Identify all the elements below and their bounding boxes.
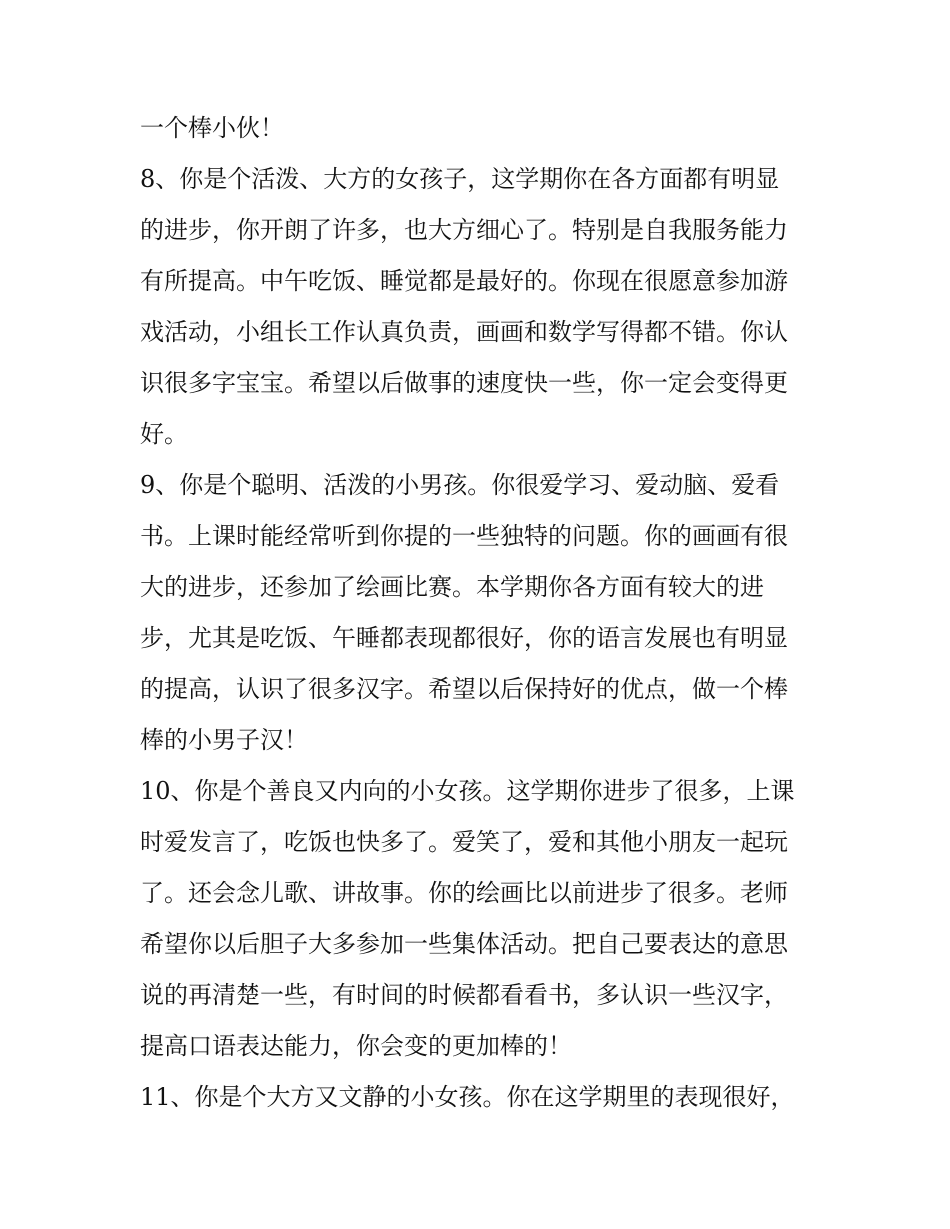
text-line: 戏活动，小组长工作认真负责，画画和数学写得都不错。你认 — [140, 318, 788, 346]
text-line: 10、你是个善良又内向的小女孩。这学期你进步了很多，上课 — [140, 777, 795, 805]
text-line: 识很多字宝宝。希望以后做事的速度快一些，你一定会变得更 — [140, 369, 788, 397]
text-line: 9、你是个聪明、活泼的小男孩。你很爱学习、爱动脑、爱看 — [140, 471, 780, 499]
text-line: 时爱发言了，吃饭也快多了。爱笑了，爱和其他小朋友一起玩 — [140, 828, 788, 856]
text-line: 棒的小男子汉！ — [140, 726, 308, 754]
text-line: 书。上课时能经常听到你提的一些独特的问题。你的画画有很 — [140, 522, 788, 550]
text-line: 8、你是个活泼、大方的女孩子，这学期你在各方面都有明显 — [140, 165, 780, 193]
text-line: 的进步，你开朗了许多，也大方细心了。特别是自我服务能力 — [140, 216, 788, 244]
text-line: 希望你以后胆子大多参加一些集体活动。把自己要表达的意思 — [140, 930, 788, 958]
text-line: 有所提高。中午吃饭、睡觉都是最好的。你现在很愿意参加游 — [140, 267, 788, 295]
text-line: 步，尤其是吃饭、午睡都表现都很好，你的语言发展也有明显 — [140, 624, 788, 652]
text-line: 的提高，认识了很多汉字。希望以后保持好的优点，做一个棒 — [140, 675, 788, 703]
text-line: 11、你是个大方又文静的小女孩。你在这学期里的表现很好， — [140, 1083, 795, 1111]
text-line: 提高口语表达能力，你会变的更加棒的！ — [140, 1032, 572, 1060]
text-line: 了。还会念儿歌、讲故事。你的绘画比以前进步了很多。老师 — [140, 879, 788, 907]
text-line: 好。 — [140, 420, 188, 448]
text-line: 说的再清楚一些，有时间的时候都看看书，多认识一些汉字， — [140, 981, 788, 1009]
text-line: 一个棒小伙！ — [140, 114, 284, 142]
document-body — [140, 103, 820, 1123]
text-line: 大的进步，还参加了绘画比赛。本学期你各方面有较大的进 — [140, 573, 764, 601]
